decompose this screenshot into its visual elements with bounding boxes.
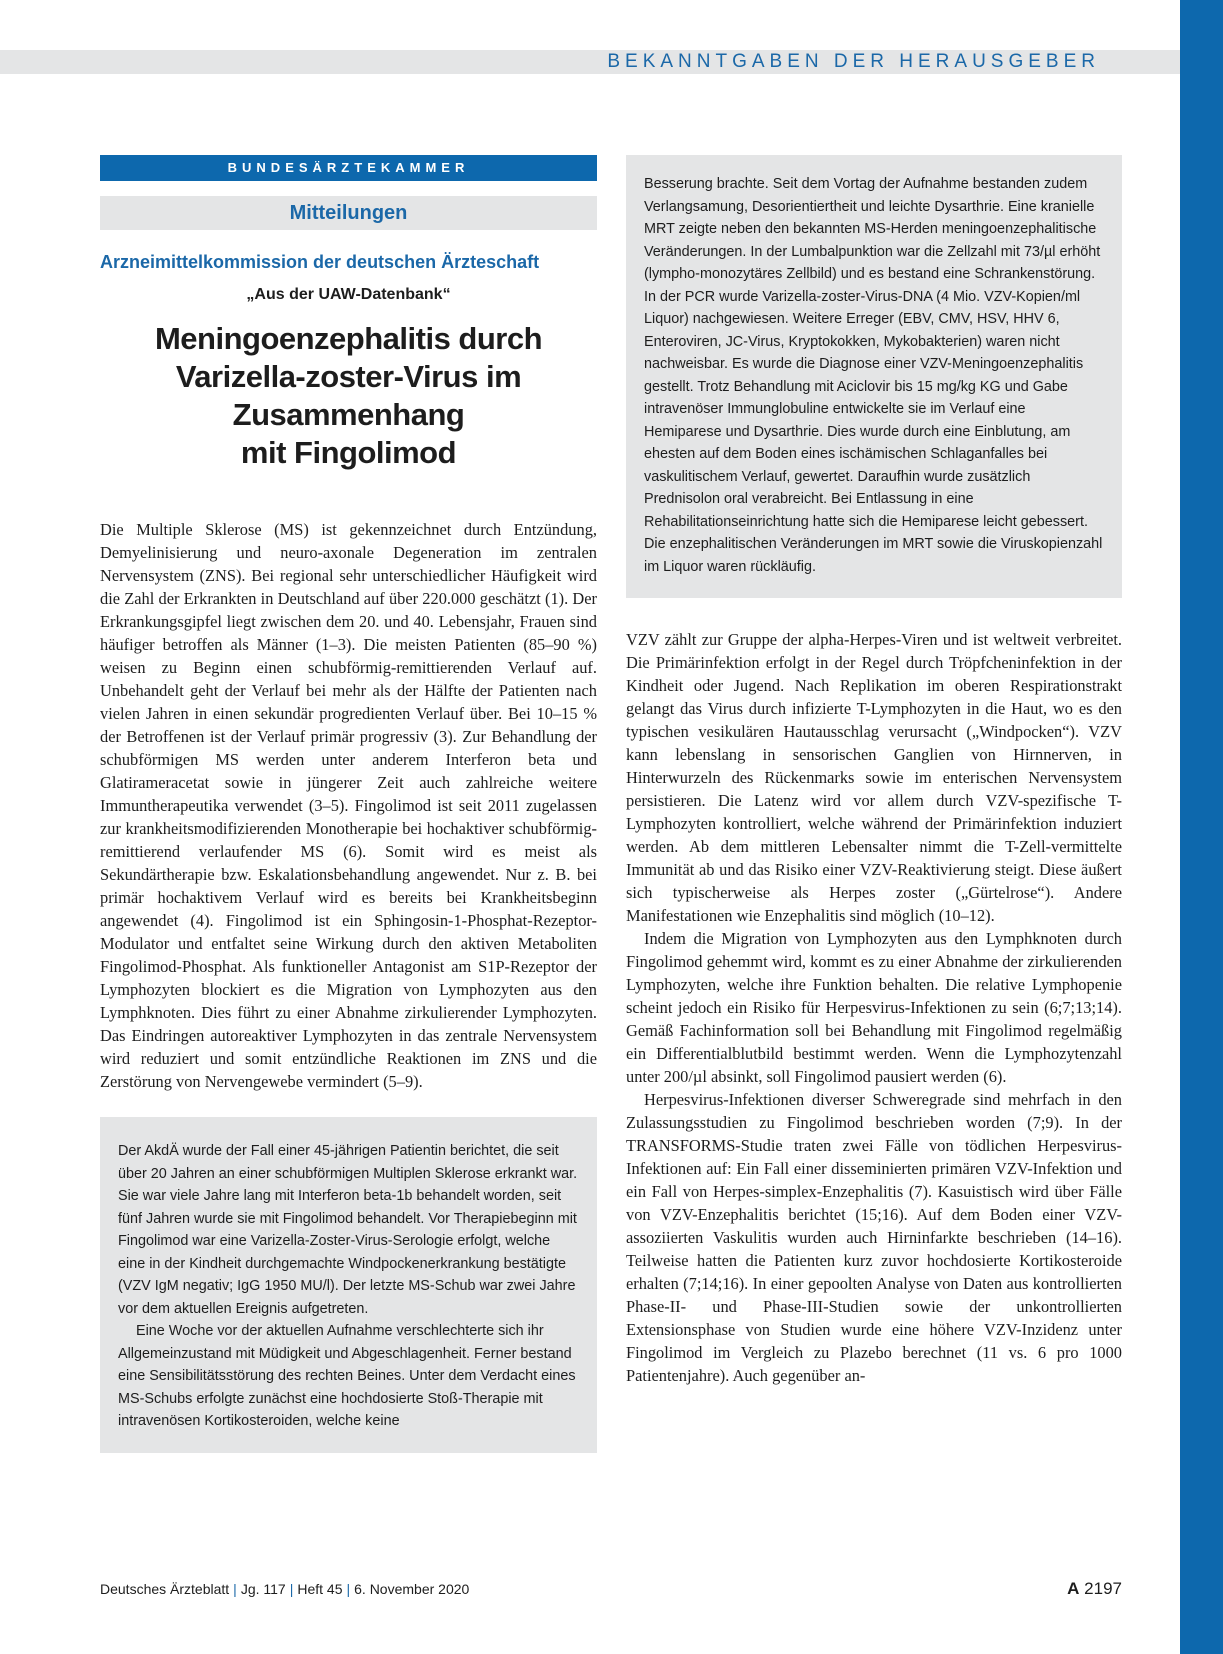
page-footer: [100, 1581, 1122, 1597]
title-line: Varizella-zoster-Virus im Zusammenhang: [175, 359, 522, 432]
body-paragraph: Herpesvirus-Infektionen diverser Schweregrade sind mehrfach in den Zulassungsstudien zu Fingolimod beschrieben worden (7;9). In der TRANSFORMS-Studie traten zwei Fälle von tödlichen Herpesvirus-Infektionen auf: Ein Fall einer disseminierten primären VZV-Infektion und ein Fall von Herpes-simplex-Enzephalitis (7). Kasuistisch wird über Fälle von VZV-Enzephalitis berichtet (15;16). Auf dem Boden einer VZV-assoziierten Vaskulitis wurden auch Hirninfarkte beschrieben (14–16). Teilweise hatten die Patienten kurz zuvor hochdosierte Kortikosteroide erhalten (7;14;16). In einer gepoolten Analyse von Daten aus kontrollierten Phase-II- und Phase-III-Studien sowie der unkontrollierten Extensionsphase von Studien wurde eine höhere VZV-Inzidenz unter Fingolimod im Vergleich zu Plazebo berechnet (11 vs. 6 pro 1000 Patientenjahre). Auch gegenüber an-: [626, 1090, 1122, 1385]
journal-date: 6. November 2020: [354, 1581, 470, 1597]
series-subtitle: „Aus der UAW-Datenbank“: [246, 286, 451, 303]
left-column: [100, 155, 597, 1453]
page-number: [1067, 1579, 1122, 1599]
journal-issue: Heft 45: [297, 1581, 343, 1597]
body-paragraph: Indem die Migration von Lymphozyten aus den Lymphknoten durch Fingolimod gehemmt wird, kommt es zu einer Abnahme der zirkulierenden Lymphozyten, welche ihre Funktion behalten. Die relative Lymphopenie scheint jedoch ein Risiko für Herpesvirus-Infektionen zu sein (6;7;13;14). Gemäß Fachinformation soll bei Behandlung mit Fingolimod regelmäßig ein Differentialblutbild bestimmt werden. Wenn die Lymphozytenzahl unter 200/µl absinkt, soll Fingolimod pausiert werden (6).: [626, 929, 1122, 1086]
journal-volume: Jg. 117: [240, 1581, 286, 1597]
intro-paragraph: Die Multiple Sklerose (MS) ist gekennzeichnet durch Entzündung, Demyelinisierung und neuro-axonale Degeneration im zentralen Nervensystem (ZNS). Bei regional sehr unterschiedlicher Häufigkeit wird die Zahl der Erkrankten in Deutschland auf über 220.000 geschätzt (1). Der Erkrankungsgipfel liegt zwischen dem 20. und 40. Lebensjahr, Frauen sind häufiger betroffen als Männer (1–3). Die meisten Patienten (85–90 %) weisen zu Beginn einen schubförmig-remittierenden Verlauf auf. Unbehandelt geht der Verlauf bei mehr als der Hälfte der Patienten nach vielen Jahren in einen sekundär progredienten Verlauf über. Bei 10–15 % der Betroffenen ist der Verlauf primär progressiv (3). Zur Behandlung der schubförmigen MS werden unter anderem Interferon beta und Glatirameracetat sowie in jüngerer Zeit auch zahlreiche weitere Immuntherapeutika verwendet (3–5). Fingolimod ist seit 2011 zugelassen zur krankheitsmodifizierenden Monotherapie bei hochaktiver schubförmig-remittierend verlaufender MS (6). Somit wird es meist als Sekundärtherapie bzw. Eskalationsbehandlung angewendet. Nur z. B. bei primär hochaktivem Verlauf wird es bereits bei Krankheitsbeginn angewendet (4). Fingolimod ist ein Sphingosin-1-Phosphat-Rezeptor-Modulator und entfaltet seine Wirkung durch den aktiven Metaboliten Fingolimod-Phosphat. Als funktioneller Antagonist am S1P-Rezeptor der Lymphozyten blockiert es die Migration von Lymphozyten aus den Lymphknoten. Dies führt zu einer Abnahme zirkulierender Lymphozyten. Das Eindringen autoreaktiver Lymphozyten in das zentrale Nervensystem wird reduziert und somit entzündliche Reaktionen im ZNS und die Zerstörung von Nervengewebe vermindert (5–9).: [100, 520, 597, 1091]
discussion-text: [626, 628, 1122, 1387]
case-paragraph: Besserung brachte. Seit dem Vortag der Aufnahme bestanden zudem Verlangsamung, Desorientiertheit und leichte Dysarthrie. Eine kranielle MRT zeigte neben den bekannten MS-Herden meningoenzephalitische Veränderungen. In der Lumbalpunktion war die Zellzahl mit 73/µl erhöht (lympho-monozytäres Zellbild) und es bestand eine Schrankenstörung. In der PCR wurde Varizella-zoster-Virus-DNA (4 Mio. VZV-Kopien/ml Liquor) nachgewiesen. Weitere Erreger (EBV, CMV, HSV, HHV 6, Enteroviren, JC-Virus, Kryptokokken, Mykobakterien) waren nicht nachweisbar. Es wurde die Diagnose einer VZV-Meningoenzephalitis gestellt. Trotz Behandlung mit Aciclovir bis 15 mg/kg KG und Gabe intravenöser Immunglobuline entwickelte sie im Verlauf eine Hemiparese und Dysarthrie. Dies wurde durch eine Einblutung, am ehesten auf dem Boden eines ischämischen Schlaganfalles bei vaskulitischem Verlauf, gewertet. Daraufhin wurde zusätzlich Prednisolon oral verabreicht. Bei Entlassung in eine Rehabilitationseinrichtung hatte sich die Hemiparese leicht gebessert. Die enzephalitischen Veränderungen im MRT sowie die Viruskopienzahl im Liquor waren rückläufig.: [644, 176, 1103, 575]
organization-band: BUNDESÄRZTEKAMMER: [100, 155, 597, 181]
commission-heading: Arzneimittelkommission der deutschen Ärzteschaft: [100, 252, 540, 272]
header-section-label: BEKANNTGABEN DER HERAUSGEBER: [607, 51, 1100, 72]
header-bar: [0, 50, 1180, 74]
article-title: [100, 320, 597, 472]
case-report-box: [100, 1117, 597, 1453]
section-heading: Mitteilungen: [100, 196, 597, 230]
footer-separator: |: [289, 1581, 294, 1597]
case-report-box-continued: [626, 155, 1122, 598]
page-number-value: 2197: [1084, 1579, 1122, 1598]
journal-name: Deutsches Ärzteblatt: [100, 1581, 230, 1597]
case-paragraph: Eine Woche vor der aktuellen Aufnahme verschlechterte sich ihr Allgemeinzustand mit Müdigkeit und Abgeschlagenheit. Ferner bestand eine Sensibilitätsstörung des rechten Beines. Unter dem Verdacht eines MS-Schubs erfolgte zunächst eine hochdosierte Stoß-Therapie mit intravenösen Kortikosteroiden, welche keine: [118, 1323, 576, 1429]
right-column: [626, 155, 1122, 1387]
footer-separator: |: [346, 1581, 351, 1597]
intro-text: [100, 518, 597, 1093]
title-line: Meningoenzephalitis durch: [154, 321, 543, 356]
body-paragraph: VZV zählt zur Gruppe der alpha-Herpes-Viren und ist weltweit verbreitet. Die Primärinfektion erfolgt in der Regel durch Tröpfcheninfektion in der Kindheit oder Jugend. Nach Replikation im oberen Respirationstrakt gelangt das Virus durch infizierte T-Lymphozyten in die Haut, wo es den typischen vesikulären Hautausschlag verursacht („Windpocken“). VZV kann lebenslang in sensorischen Ganglien von Hirnnerven, in Hinterwurzeln des Rückenmarks sowie im enterischen Nervensystem persistieren. Die Latenz wird vor allem durch VZV-spezifische T-Lymphozyten kontrolliert, welche während der Primärinfektion induziert werden. Ab dem mittleren Lebensalter nimmt die T-Zell-vermittelte Immunität ab und das Risiko einer VZV-Reaktivierung steigt. Diese äußert sich typischerweise als Herpes zoster („Gürtelrose“). Andere Manifestationen wie Enzephalitis sind möglich (10–12).: [626, 630, 1122, 925]
case-paragraph: Der AkdÄ wurde der Fall einer 45-jährigen Patientin berichtet, die seit über 20 Jahren an einer schubförmigen Multiplen Sklerose erkrankt war. Sie war viele Jahre lang mit Interferon beta-1b behandelt worden, seit fünf Jahren wurde sie mit Fingolimod behandelt. Vor Therapiebeginn mit Fingolimod war eine Varizella-Zoster-Virus-Serologie erfolgt, welche eine in der Kindheit durchgemachte Windpockenerkrankung bestätigte (VZV IgM negativ; IgG 1950 MU/l). Der letzte MS-Schub war zwei Jahre vor dem aktuellen Ereignis aufgetreten.: [118, 1143, 578, 1317]
page-edge-strip: [1180, 0, 1223, 1654]
footer-separator: |: [233, 1581, 237, 1597]
page-prefix: A: [1067, 1579, 1080, 1598]
title-line: mit Fingolimod: [240, 435, 457, 470]
